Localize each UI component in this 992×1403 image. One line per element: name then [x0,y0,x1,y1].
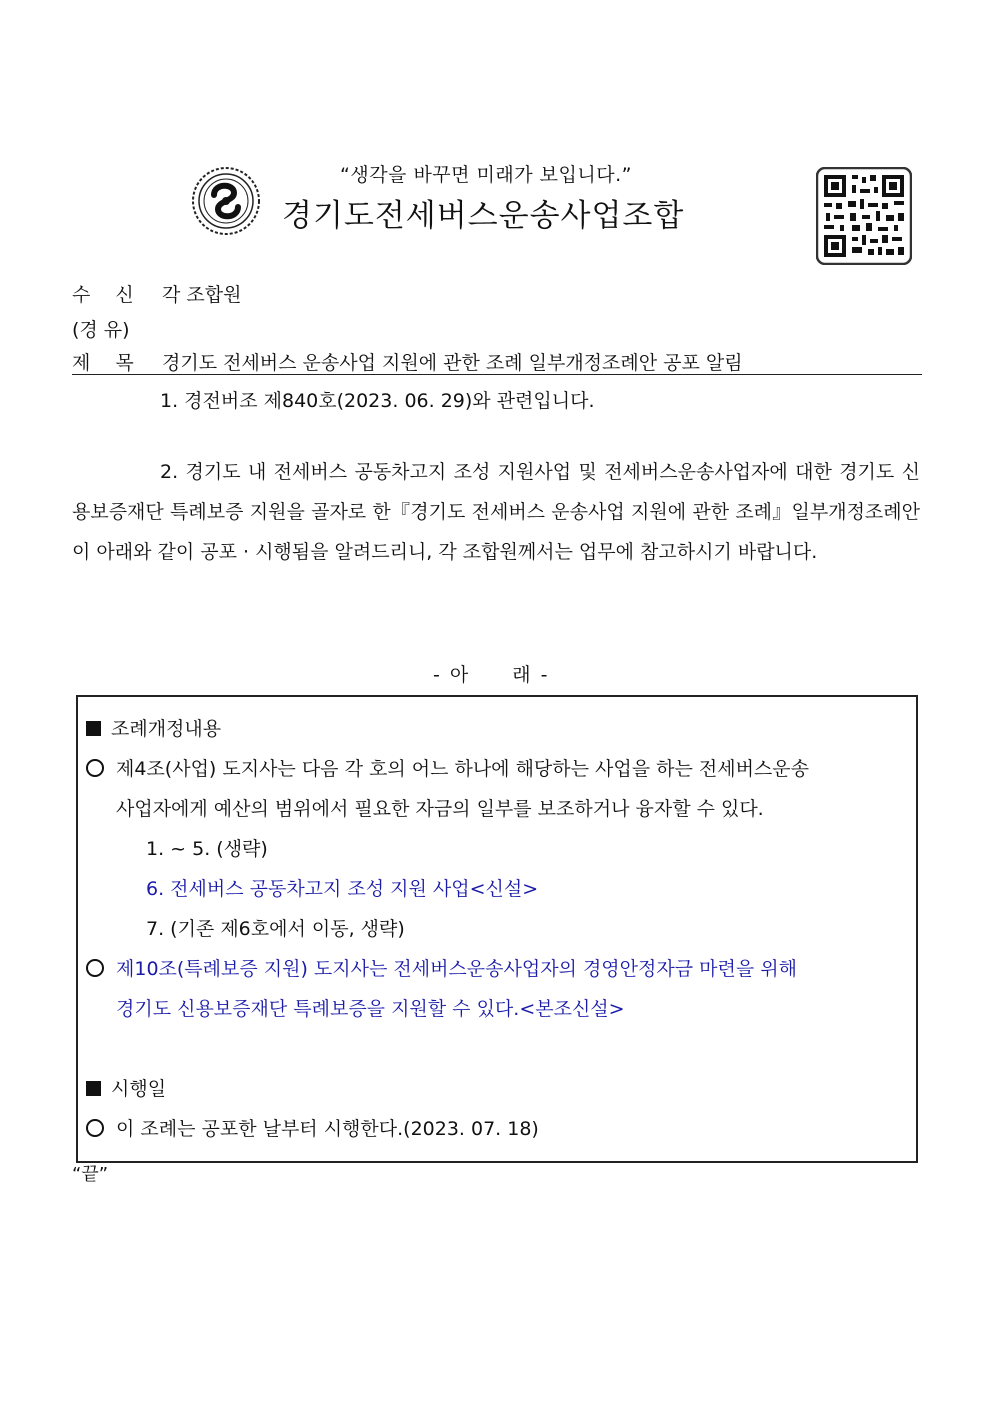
section-title-effective [86,1069,908,1109]
circle-bullet-icon [86,759,104,777]
square-bullet-icon [86,1081,101,1096]
union-logo-icon [190,165,262,237]
recipient-label: 수 신 [72,284,134,306]
article-4-line-2: 사업자에게 예산의 범위에서 필요한 자금의 일부를 보조하거나 융자할 수 있다. [116,798,764,820]
qr-code-icon [816,167,912,265]
effective-date-line [86,1109,908,1149]
section-title-amendment-text: 조례개정내용 [111,718,222,740]
amendment-box [76,695,918,1163]
end-mark: “끝” [72,1164,109,1185]
circle-bullet-icon [86,959,104,977]
article-4-line-1 [86,749,908,789]
organization-name: 경기도전세버스운송사업조합 [282,198,685,234]
article-10-line-1 [86,949,908,989]
article-10-line-1-text: 제10조(특례보증 지원) 도지사는 전세버스운송사업자의 경영안정자금 마련을 위해 [116,958,797,980]
notice-heading: - 아 래 - [433,664,550,686]
paragraph-2-text: 2. 경기도 내 전세버스 공동차고지 조성 지원사업 및 전세버스운송사업자에 대한 경기도 신용보증재단 특례보증 지원을 골자로 한『경기도 전세버스 운송사업 지원에 관한 조례』일부개정조례안이 아래와 같이 공포 · 시행됨을 알려드리니, 각 조합원께서는 업무에 참고하시기 바랍니다. [72,461,920,563]
paragraph-2 [72,452,920,572]
square-bullet-icon [86,721,101,736]
subject-value: 경기도 전세버스 운송사업 지원에 관한 조례 일부개정조례안 공포 알림 [162,352,743,374]
item-1-5: 1. ~ 5. (생략) [146,838,268,860]
item-6: 6. 전세버스 공동차고지 조성 지원 사업<신설> [146,878,539,900]
subject-label: 제 목 [72,352,134,374]
article-10-line-2: 경기도 신용보증재단 특례보증을 지원할 수 있다.<본조신설> [116,998,625,1020]
paragraph-1: 1. 경전버조 제840호(2023. 06. 29)와 관련입니다. [160,390,595,412]
item-7: 7. (기존 제6호에서 이동, 생략) [146,918,405,940]
article-4-line-1-text: 제4조(사업) 도지사는 다음 각 호의 어느 하나에 해당하는 사업을 하는 전세버스운송 [116,758,809,780]
recipient-row [72,280,241,307]
effective-date-text: 이 조례는 공포한 날부터 시행한다.(2023. 07. 18) [116,1118,539,1140]
recipient-value: 각 조합원 [162,284,242,306]
via-row: (경 유) [72,319,130,341]
section-title-amendment [86,709,908,749]
subject-divider [72,374,922,375]
subject-row [72,348,743,375]
slogan: “생각을 바꾸면 미래가 보입니다.” [340,164,632,186]
circle-bullet-icon [86,1119,104,1137]
section-title-effective-text: 시행일 [111,1078,167,1100]
